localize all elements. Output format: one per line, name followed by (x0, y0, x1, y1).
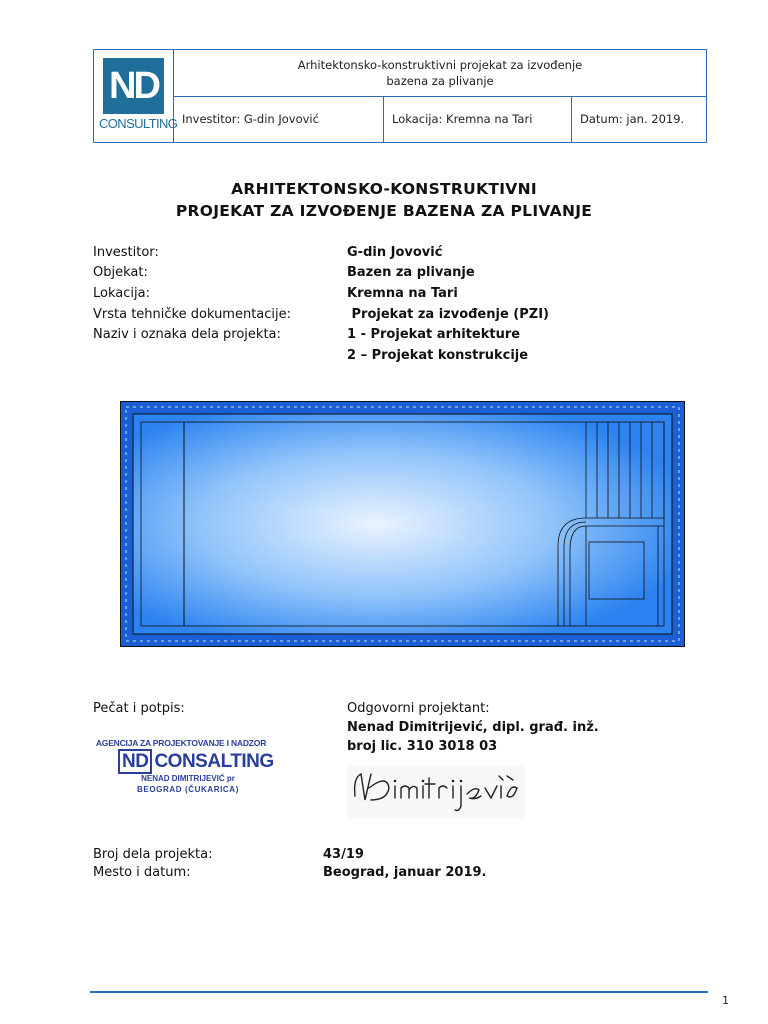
info-label: Vrsta tehničke dokumentacije: (93, 307, 292, 322)
header-investitor: Investitor: G-din Jovović (174, 97, 384, 142)
company-logo (94, 50, 178, 142)
place-date-value: Beograd, januar 2019. (323, 865, 487, 880)
stamp-city-line: BEOGRAD (ČUKARICA) (137, 785, 239, 794)
stamp-name-line: NENAD DIMITRIJEVIĆ pr (141, 774, 235, 783)
project-number-label: Broj dela projekta: (93, 847, 213, 862)
pool-water (133, 414, 672, 634)
footer-rule (90, 991, 708, 993)
header-title-line2: bazena za plivanje (386, 74, 494, 88)
project-number-value: 43/19 (323, 847, 364, 862)
license-number: broj lic. 310 3018 03 (347, 739, 498, 754)
info-label: Investitor: (93, 245, 159, 260)
pool-drawing (120, 401, 685, 647)
info-value: Projekat za izvođenje (PZI) (347, 307, 549, 322)
info-value: G-din Jovović (347, 245, 443, 260)
document-title-line2: PROJEKAT ZA IZVOĐENJE BAZENA ZA PLIVANJE (175, 202, 593, 220)
info-value: 2 – Projekat konstrukcije (347, 348, 529, 363)
info-value: Kremna na Tari (347, 286, 458, 301)
handwritten-signature (347, 766, 525, 818)
info-label: Lokacija: (93, 286, 150, 301)
document-title (0, 178, 768, 222)
stamp-label: Pečat i potpis: (93, 701, 185, 716)
info-value: 1 - Projekat arhitekture (347, 327, 521, 342)
header-datum: Datum: jan. 2019. (580, 112, 685, 126)
header-title-line1: Arhitektonsko-konstruktivni projekat za izvođenje (297, 58, 583, 72)
page-number: 1 (722, 994, 729, 1007)
info-value: Bazen za plivanje (347, 265, 475, 280)
stamp-logo (118, 751, 274, 773)
responsible-name: Nenad Dimitrijević, dipl. građ. inž. (347, 720, 599, 735)
logo-text: CONSULTING (99, 116, 178, 131)
stamp-logo-word: CONSALTING (154, 751, 274, 772)
stamp-agency-line: AGENCIJA ZA PROJEKTOVANJE I NADZOR (95, 738, 267, 748)
stamp-logo-nd: ND (118, 749, 152, 774)
place-date-label: Mesto i datum: (93, 865, 191, 880)
info-label: Objekat: (93, 265, 148, 280)
responsible-label: Odgovorni projektant: (347, 701, 490, 716)
header-lokacija: Lokacija: Kremna na Tari (384, 97, 572, 142)
header-title (174, 50, 706, 97)
document-title-line1: ARHITEKTONSKO-KONSTRUKTIVNI (231, 180, 537, 198)
document-header (93, 49, 707, 143)
info-label: Naziv i oznaka dela projekta: (93, 327, 281, 342)
logo-mark: ND (103, 58, 164, 114)
